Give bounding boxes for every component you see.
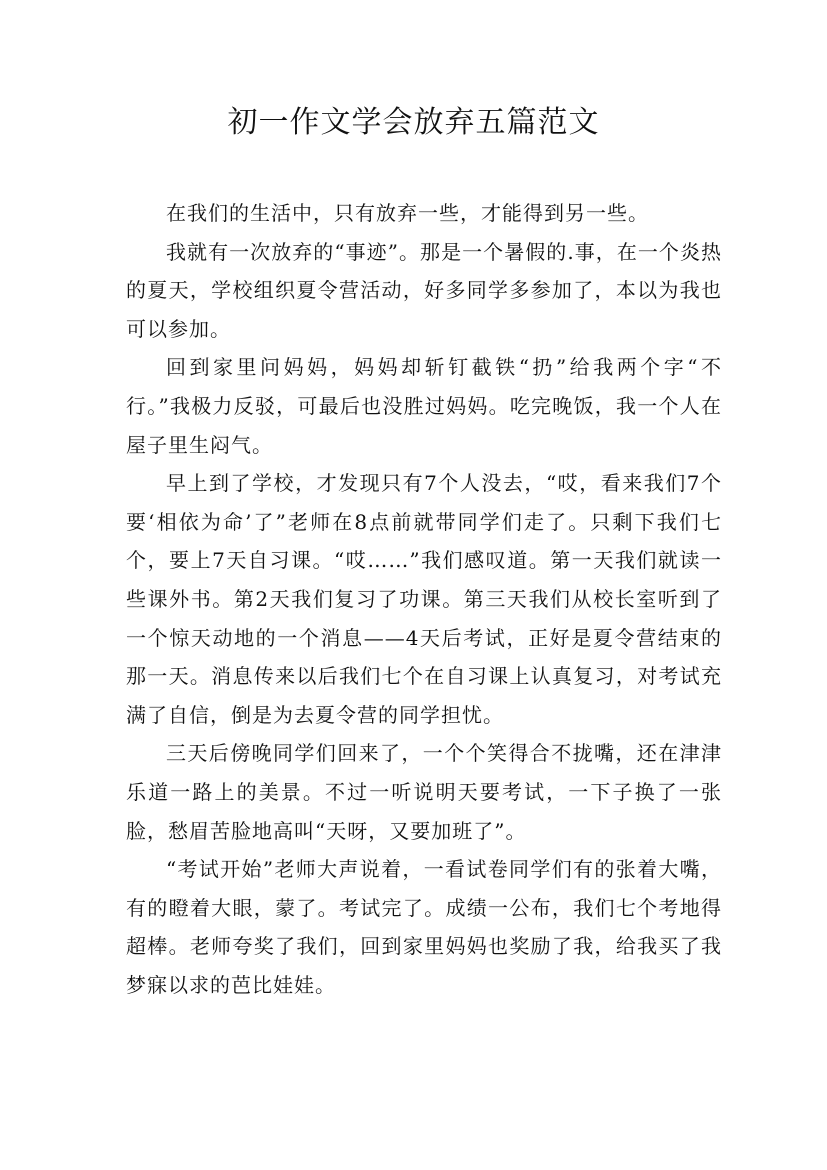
paragraph-1: 在我们的生活中，只有放弃一些，才能得到另一些。 <box>166 201 649 225</box>
paragraph-4: 早上到了学校，才发现只有7个人没去，“哎，看来我们7个要‘相依为命’了”老师在8点前就带同学们走了。只剩下我们七个，要上7天自习课。“哎……”我们感叹道。第一天我们就读一些课外书。第2天我们复习了功课。第三天我们从校长室听到了一个惊天动地的一个消息——4天后考试，正好是夏令营结束的那一天。消息传来以后我们七个在自习课上认真复习，对考试充满了自信，倒是为去夏令营的同学担忧。 <box>126 471 722 727</box>
paragraph-6: “考试开始”老师大声说着，一看试卷同学们有的张着大嘴，有的瞪着大眼，蒙了。考试完了。成绩一公布，我们七个考地得超棒。老师夸奖了我们，回到家里妈妈也奖励了我，给我买了我梦寐以求的芭比娃娃。 <box>126 857 722 997</box>
paragraph-3: 回到家里问妈妈，妈妈却斩钉截铁“扔”给我两个字“不行。”我极力反驳，可最后也没胜过妈妈。吃完晚饭，我一个人在屋子里生闷气。 <box>126 355 722 457</box>
document-title: 初一作文学会放弃五篇范文 <box>227 105 600 140</box>
paragraph-5: 三天后傍晚同学们回来了，一个个笑得合不拢嘴，还在津津乐道一路上的美景。不过一听说明天要考试，一下子换了一张脸，愁眉苦脸地高叫“天呀，又要加班了”。 <box>126 741 722 843</box>
document-body <box>126 194 722 1004</box>
paragraph-2: 我就有一次放弃的“事迹”。那是一个暑假的.事，在一个炎热的夏天，学校组织夏令营活动，好多同学多参加了，本以为我也可以参加。 <box>126 239 722 341</box>
